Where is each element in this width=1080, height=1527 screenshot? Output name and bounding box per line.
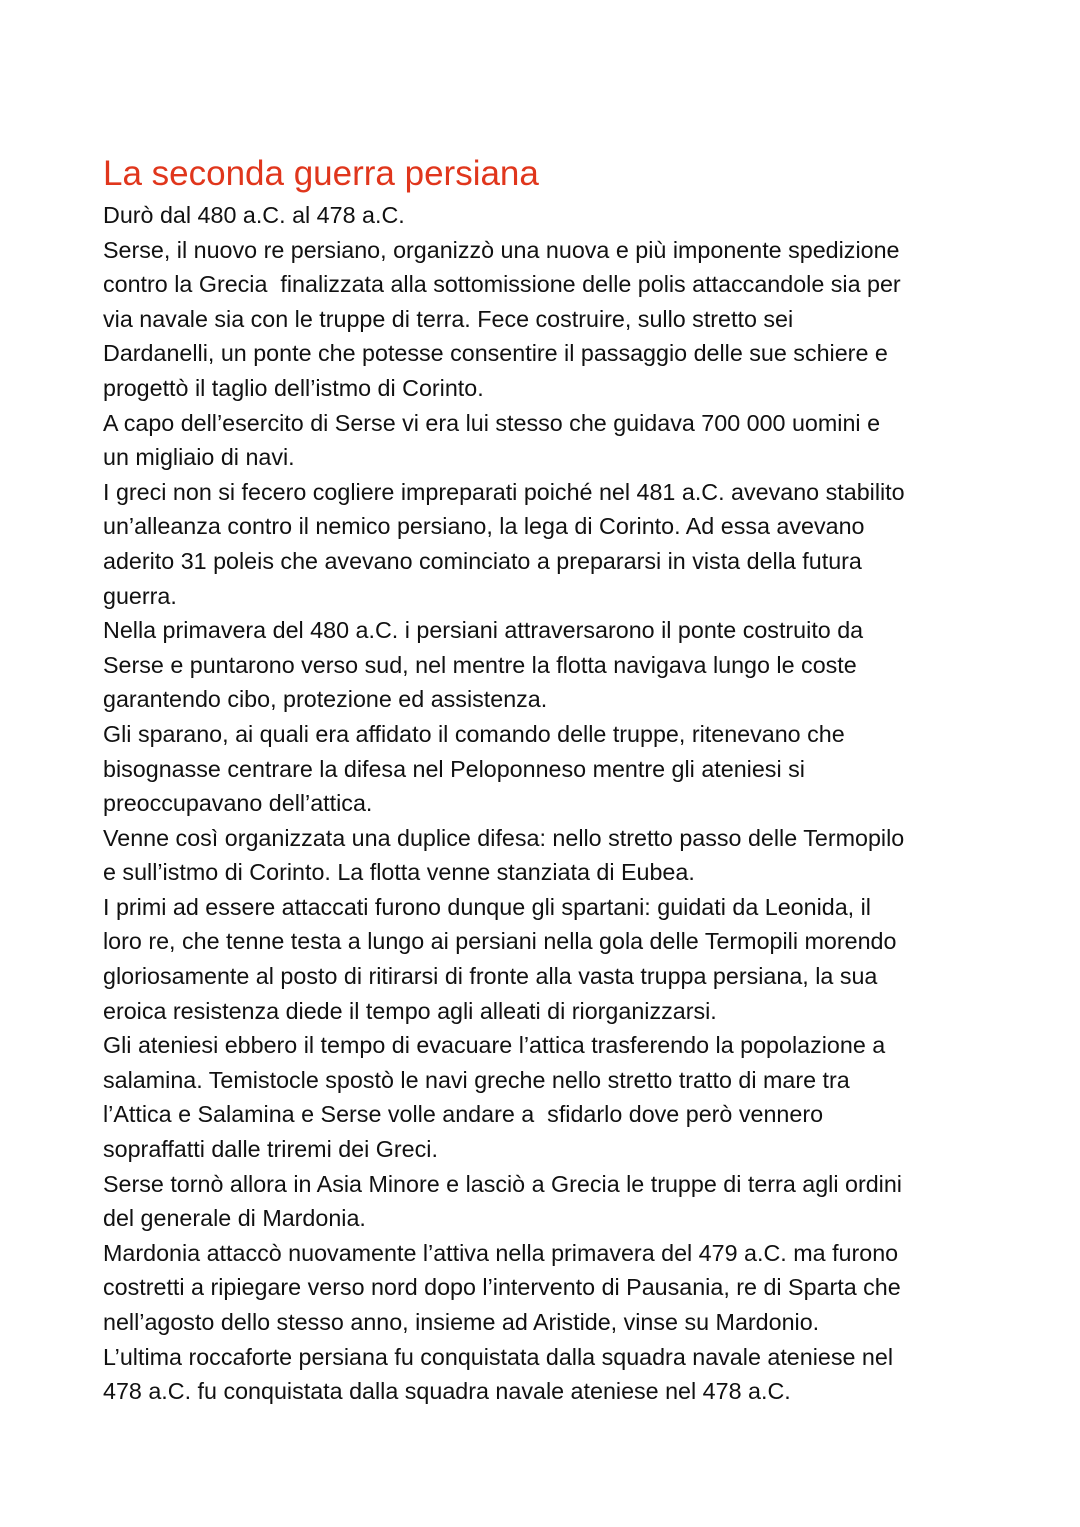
text-line: Venne così organizzata una duplice difesa: nello stretto passo delle Termopilo: [103, 824, 905, 851]
text-line: salamina. Temistocle spostò le navi greche nello stretto tratto di mare tra: [103, 1066, 850, 1093]
text-line: I greci non si fecero cogliere impreparati poiché nel 481 a.C. avevano stabilito: [103, 478, 905, 505]
text-line: e sull’istmo di Corinto. La flotta venne stanziata di Eubea.: [103, 859, 695, 886]
text-line: Mardonia attaccò nuovamente l’attiva nella primavera del 479 a.C. ma furono: [103, 1239, 899, 1266]
text-line: gloriosamente al posto di ritirarsi di fronte alla vasta truppa persiana, la sua: [103, 963, 878, 990]
text-line: del generale di Mardonia.: [103, 1205, 366, 1232]
text-line: 478 a.C. fu conquistata dalla squadra navale ateniese nel 478 a.C.: [103, 1378, 791, 1405]
text-line: guerra.: [103, 582, 177, 609]
text-line: Serse e puntarono verso sud, nel mentre la flotta navigava lungo le coste: [103, 651, 857, 678]
text-line: Nella primavera del 480 a.C. i persiani attraversarono il ponte costruito da: [103, 617, 864, 644]
text-line: L’ultima roccaforte persiana fu conquistata dalla squadra navale ateniese nel: [103, 1343, 894, 1370]
text-line: I primi ad essere attaccati furono dunque gli spartani: guidati da Leonida, il: [103, 893, 871, 920]
text-line: Dardanelli, un ponte che potesse consentire il passaggio delle sue schiere e: [103, 340, 888, 367]
text-line: eroica resistenza diede il tempo agli alleati di riorganizzarsi.: [103, 997, 717, 1024]
text-line: Gli sparano, ai quali era affidato il comando delle truppe, ritenevano che: [103, 720, 845, 747]
text-line: preoccupavano dell’attica.: [103, 790, 373, 817]
text-line: loro re, che tenne testa a lungo ai persiani nella gola delle Termopili morendo: [103, 928, 897, 955]
document-body: [103, 198, 1003, 1409]
text-line: sopraffatti dalle triremi dei Greci.: [103, 1136, 438, 1163]
text-line: garantendo cibo, protezione ed assistenza.: [103, 686, 548, 713]
text-line: bisognasse centrare la difesa nel Peloponneso mentre gli ateniesi si: [103, 755, 805, 782]
text-line: nell’agosto dello stesso anno, insieme ad Aristide, vinse su Mardonio.: [103, 1309, 820, 1335]
text-line: aderito 31 poleis che avevano cominciato a prepararsi in vista della futura: [103, 547, 862, 574]
text-line: Serse, il nuovo re persiano, organizzò una nuova e più imponente spedizione: [103, 236, 900, 263]
text-line: Durò dal 480 a.C. al 478 a.C.: [103, 202, 405, 228]
text-line: Serse tornò allora in Asia Minore e lasciò a Grecia le truppe di terra agli ordini: [103, 1170, 902, 1197]
text-line: costretti a ripiegare verso nord dopo l’intervento di Pausania, re di Sparta che: [103, 1274, 901, 1301]
text-line: un migliaio di navi.: [103, 444, 295, 471]
page-title: La seconda guerra persiana: [103, 154, 539, 193]
text-line: A capo dell’esercito di Serse vi era lui stesso che guidava 700 000 uomini e: [103, 409, 881, 436]
text-line: un’alleanza contro il nemico persiano, la lega di Corinto. Ad essa avevano: [103, 513, 865, 540]
text-line: l’Attica e Salamina e Serse volle andare a sfidarlo dove però vennero: [103, 1101, 824, 1128]
text-line: progettò il taglio dell’istmo di Corinto.: [103, 374, 484, 401]
text-line: via navale sia con le truppe di terra. Fece costruire, sullo stretto sei: [103, 305, 794, 332]
document-page: [103, 150, 1003, 1409]
text-line: contro la Grecia finalizzata alla sottomissione delle polis attaccandole sia per: [103, 271, 901, 298]
text-line: Gli ateniesi ebbero il tempo di evacuare l’attica trasferendo la popolazione a: [103, 1032, 886, 1059]
